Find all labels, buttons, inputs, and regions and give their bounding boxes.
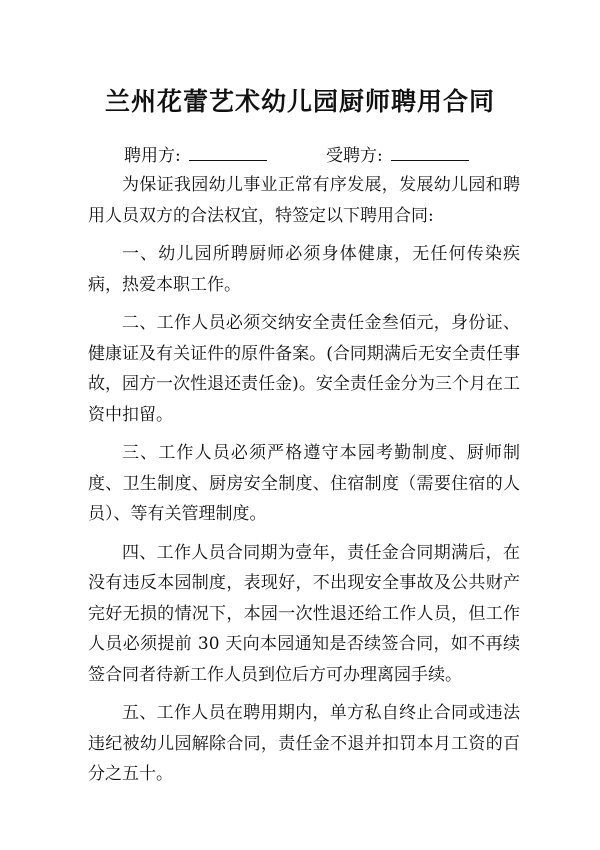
clause-5: 五、工作人员在聘用期内，单方私自终止合同或违法违纪被幼儿园解除合同，责任金不退并扣罚本月工资的百分之五十。 — [88, 703, 520, 784]
intro-paragraph: 为保证我园幼儿事业正常有序发展，发展幼儿园和聘用人员双方的合法权宜，特签定以下聘用合同: — [88, 175, 520, 226]
employee-blank — [391, 145, 469, 161]
employer-field — [124, 141, 267, 166]
employee-field — [326, 141, 469, 166]
clause-2: 二、工作人员必须交纳安全责任金叁佰元，身份证、健康证及有关证件的原件备案。(合同期满后无安全责任事故，园方一次性退还责任金)。安全责任金分为三个月在工资中扣留。 — [88, 313, 520, 425]
contract-body — [88, 170, 520, 798]
employee-label: 受聘方: — [326, 146, 383, 166]
clause-3: 三、工作人员必须严格遵守本园考勤制度、厨师制度、卫生制度、厨房安全制度、住宿制度（需要住宿的人员）、等有关管理制度。 — [88, 443, 520, 524]
employer-blank — [189, 145, 267, 161]
clause-1: 一、幼儿园所聘厨师必须身体健康，无任何传染疾病，热爱本职工作。 — [88, 244, 520, 295]
employer-label: 聘用方: — [124, 146, 181, 166]
page-title: 兰州花蕾艺术幼儿园厨师聘用合同 — [104, 87, 495, 116]
clause-4: 四、工作人员合同期为壹年，责任金合同期满后，在没有违反本园制度，表现好，不出现安全事故及公共财产完好无损的情况下，本园一次性退还给工作人员，但工作人员必须提前 30 天向本园通知是否续签合同，如不再续签合同者待新工作人员到位后方可办理离园手续。 — [88, 542, 520, 685]
